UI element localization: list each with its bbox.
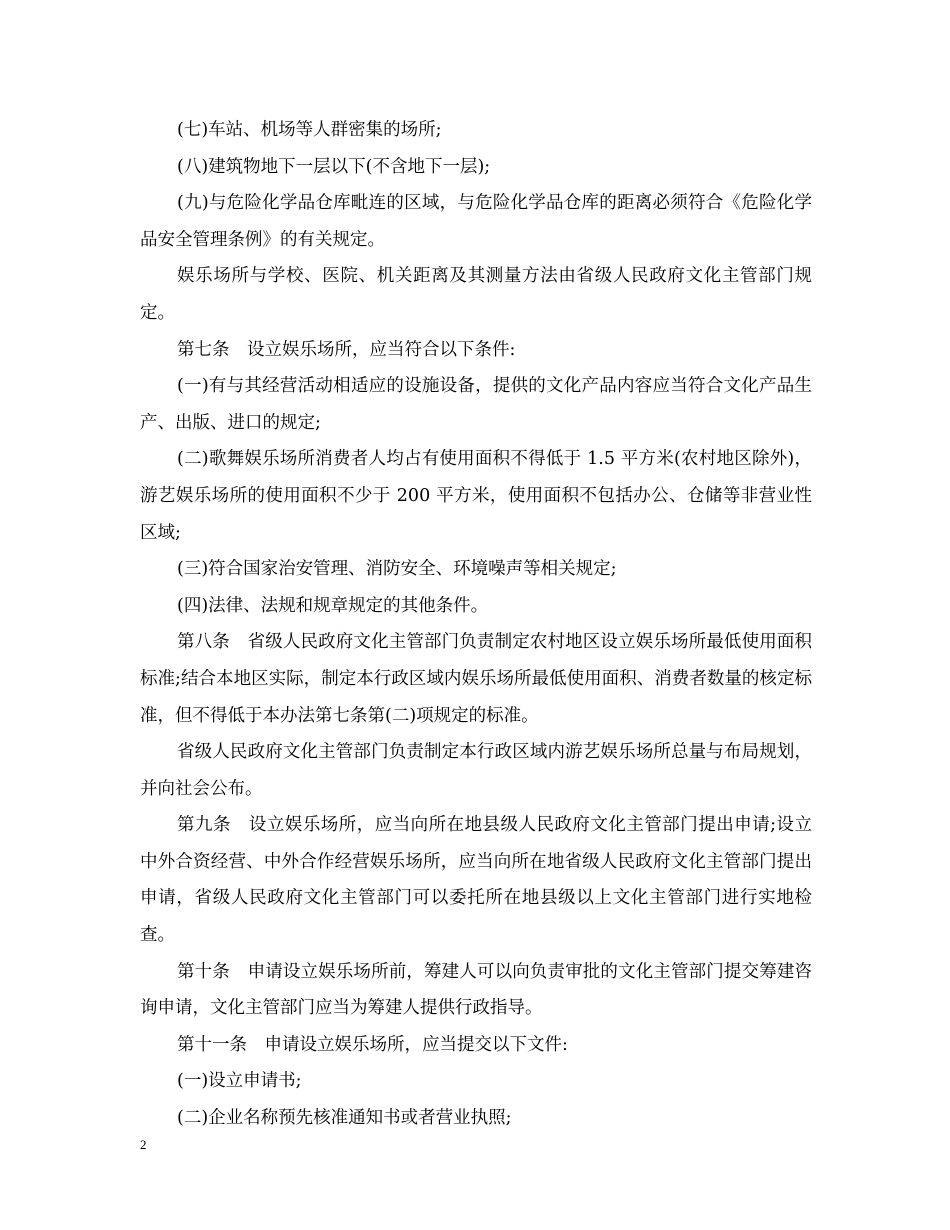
paragraph: (一)设立申请书; <box>177 1071 302 1092</box>
paragraph: (四)法律、法规和规章规定的其他条件。 <box>177 595 489 616</box>
paragraph: (二)企业名称预先核准通知书或者营业执照; <box>177 1108 512 1129</box>
paragraph: (二)歌舞娱乐场所消费者人均占有使用面积不得低于 1.5 平方米(农村地区除外)，游艺娱乐场所的使用面积不少于 200 平方米，使用面积不包括办公、仓储等非营业性区域; <box>140 449 812 543</box>
article-heading-paragraph: 第八条 省级人民政府文化主管部门负责制定农村地区设立娱乐场所最低使用面积标准;结合本地区实际，制定本行政区域内娱乐场所最低使用面积、消费者数量的核定标准，但不得低于本办法第七条第(二)项规定的标准。 <box>140 632 812 726</box>
paragraph: (八)建筑物地下一层以下(不含地下一层); <box>177 156 491 177</box>
document-body <box>140 112 812 1137</box>
paragraph: (三)符合国家治安管理、消防安全、环境噪声等相关规定; <box>177 559 617 580</box>
paragraph: 娱乐场所与学校、医院、机关距离及其测量方法由省级人民政府文化主管部门规定。 <box>140 266 812 323</box>
paragraph: (一)有与其经营活动相适应的设施设备，提供的文化产品内容应当符合文化产品生产、出版、进口的规定; <box>140 376 812 433</box>
paragraph: 省级人民政府文化主管部门负责制定本行政区域内游艺娱乐场所总量与布局规划，并向社会公布。 <box>140 742 812 799</box>
article-heading-paragraph: 第十一条 申请设立娱乐场所，应当提交以下文件: <box>177 1034 568 1055</box>
paragraph: (九)与危险化学品仓库毗连的区域，与危险化学品仓库的距离必须符合《危险化学品安全管理条例》的有关规定。 <box>140 193 812 250</box>
article-heading-paragraph: 第十条 申请设立娱乐场所前，筹建人可以向负责审批的文化主管部门提交筹建咨询申请，文化主管部门应当为筹建人提供行政指导。 <box>140 961 812 1019</box>
page-number: 2 <box>140 1137 147 1152</box>
article-heading-paragraph: 第七条 设立娱乐场所，应当符合以下条件: <box>177 339 516 360</box>
article-heading-paragraph: 第九条 设立娱乐场所，应当向所在地县级人民政府文化主管部门提出申请;设立中外合资经营、中外合作经营娱乐场所，应当向所在地省级人民政府文化主管部门提出申请，省级人民政府文化主管部门可以委托所在地县级以上文化主管部门进行实地检查。 <box>140 815 812 946</box>
paragraph: (七)车站、机场等人群密集的场所; <box>177 120 442 140</box>
